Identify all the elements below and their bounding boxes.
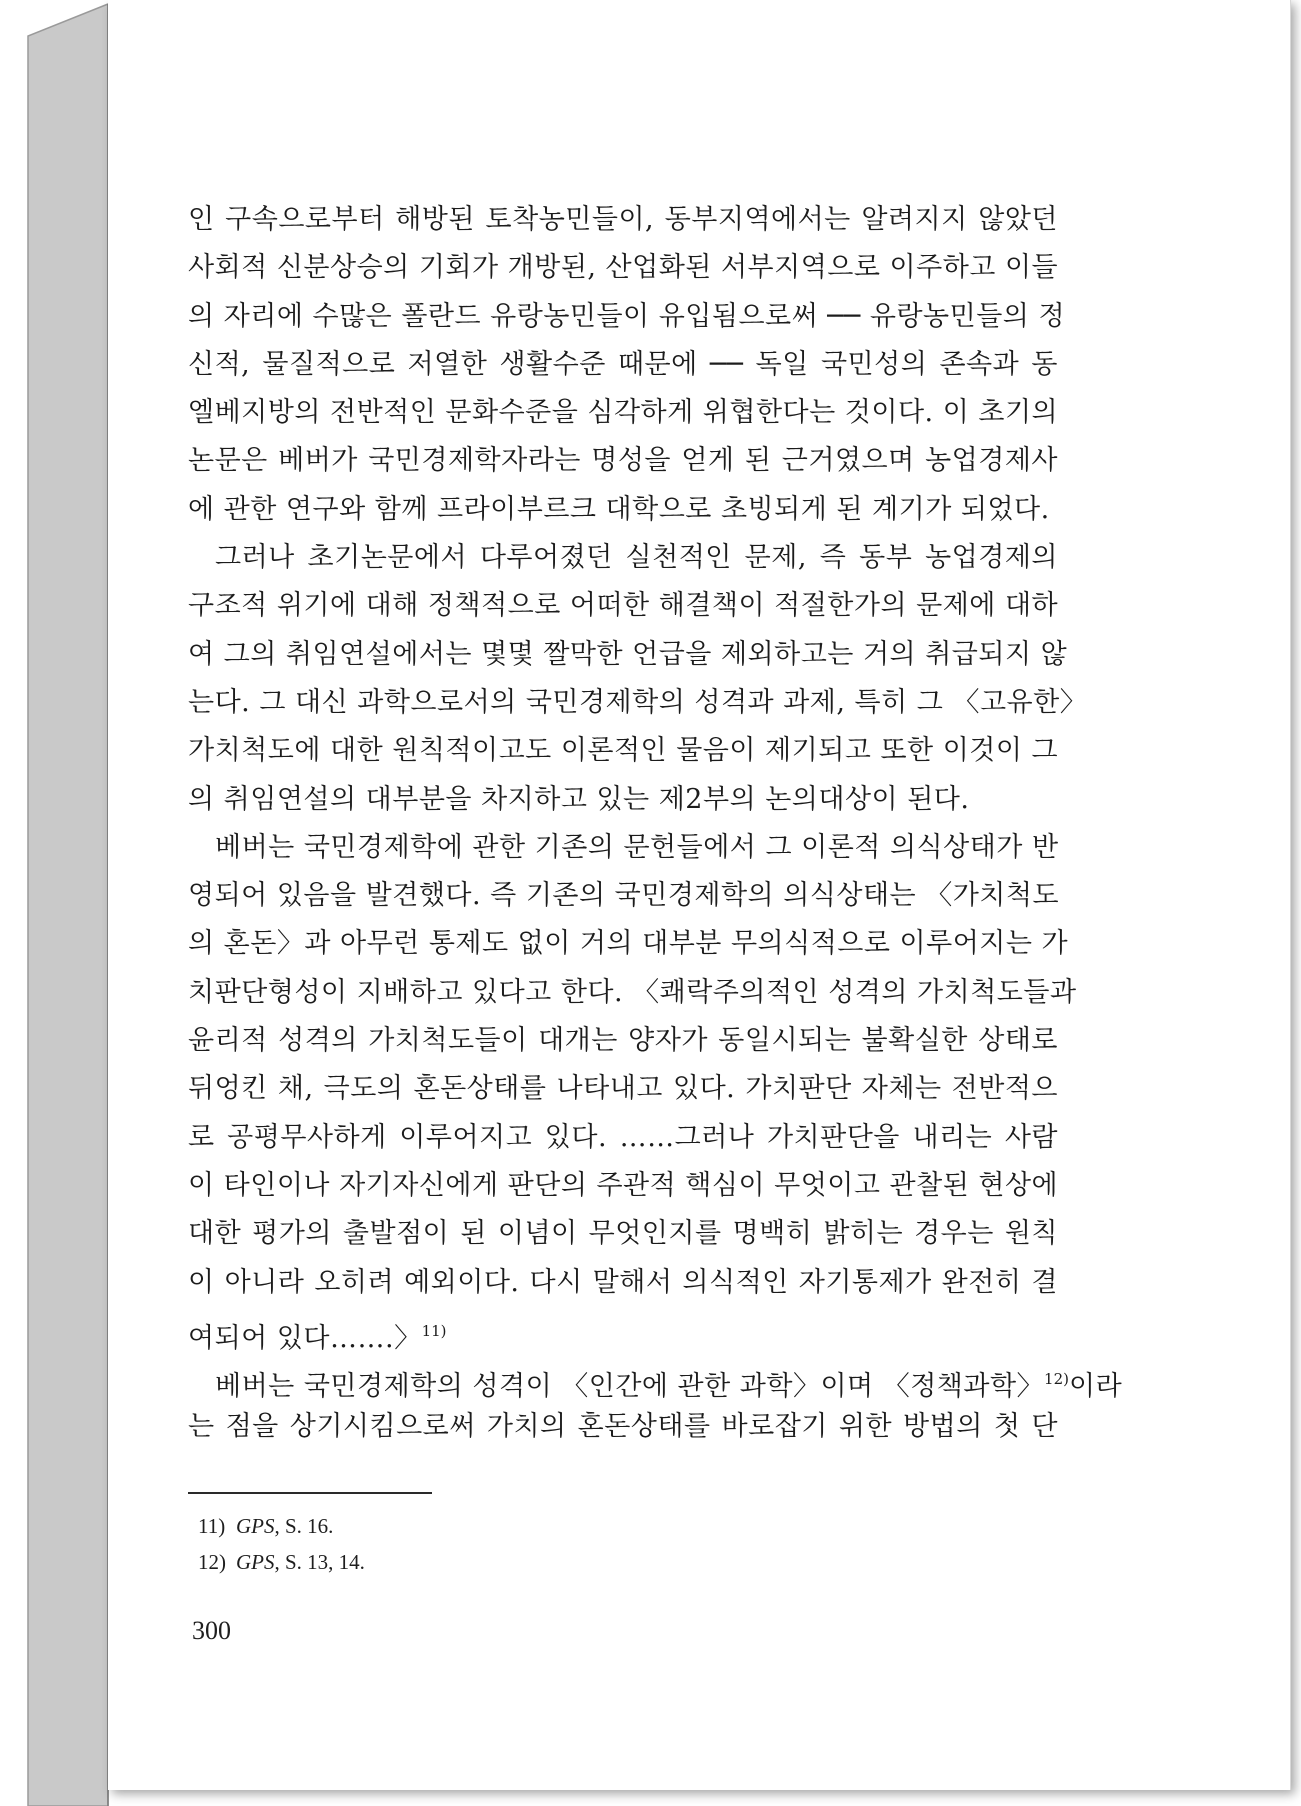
text-line: 는 점을 상기시킴으로써 가치의 혼돈상태를 바로잡기 위한 방법의 첫 단: [188, 1411, 1058, 1443]
footnote-number: 11): [198, 1514, 226, 1538]
footnote-ref-text: , S. 13, 14.: [274, 1550, 365, 1574]
paragraph-start-line: 베버는 국민경제학에 관한 기존의 문헌들에서 그 이론적 의식상태가 반: [215, 831, 1059, 863]
text-line: 의 자리에 수많은 폴란드 유랑농민들이 유입됨으로써 ── 유랑농민들의 정: [188, 300, 1066, 332]
footnotes: [198, 1508, 365, 1580]
text-line: 이 타인이나 자기자신에게 판단의 주관적 핵심이 무엇이고 관찰된 현상에: [188, 1169, 1059, 1201]
quote-end-text: 여되어 있다…….〉: [188, 1322, 422, 1354]
book-spine: [28, 0, 110, 1806]
footnote-ref-text: , S. 16.: [274, 1514, 334, 1538]
text-line: 의 혼돈〉과 아무런 통제도 없이 거의 대부분 무의식적으로 이루어지는 가: [188, 928, 1069, 960]
line-text: 베버는 국민경제학의 성격이 〈인간에 관한 과학〉이며 〈정책과학〉: [215, 1371, 1045, 1403]
text-line: 신적, 물질적으로 저열한 생활수준 때문에 ── 독일 국민성의 존속과 동: [188, 348, 1058, 380]
text-line: 뒤엉킨 채, 극도의 혼돈상태를 나타내고 있다. 가치판단 자체는 전반적으: [188, 1073, 1058, 1105]
body-text: [188, 196, 1123, 1452]
footnote-abbr: GPS: [236, 1514, 275, 1538]
text-line: [188, 1307, 1058, 1355]
footnote: [198, 1544, 365, 1580]
text-line: 논문은 베버가 국민경제학자라는 명성을 얻게 된 근거였으며 농업경제사: [188, 445, 1058, 477]
text-line: 이 아니라 오히려 예외이다. 다시 말해서 의식적인 자기통제가 완전히 결: [188, 1266, 1058, 1298]
text-line: 윤리적 성격의 가치척도들이 대개는 양자가 동일시되는 불확실한 상태로: [188, 1025, 1058, 1057]
text-line: 치판단형성이 지배하고 있다고 한다. 〈쾌락주의적인 성격의 가치척도들과: [188, 976, 1077, 1008]
text-line: 인 구속으로부터 해방된 토착농민들이, 동부지역에서는 알려지지 않았던: [188, 204, 1058, 235]
text-line: 영되어 있음을 발견했다. 즉 기존의 국민경제학의 의식상태는 〈가치척도: [188, 880, 1060, 912]
text-line: 여 그의 취임연설에서는 몇몇 짤막한 언급을 제외하고는 거의 취급되지 않: [188, 638, 1068, 670]
text-line: 로 공평무사하게 이루어지고 있다. ……그러나 가치판단을 내리는 사람: [188, 1121, 1058, 1153]
text-line: 엘베지방의 전반적인 문화수준을 심각하게 위협한다는 것이다. 이 초기의: [188, 397, 1059, 429]
text-line: 에 관한 연구와 함께 프라이부르크 대학으로 초빙되게 된 계기가 되었다.: [188, 493, 1050, 525]
text-line: 의 취임연설의 대부분을 차지하고 있는 제2부의 논의대상이 된다.: [188, 783, 970, 815]
footnote-ref: 11): [421, 1321, 447, 1340]
footnote-divider: [188, 1492, 432, 1494]
page-number: 300: [192, 1616, 231, 1645]
footnote-abbr: GPS: [236, 1550, 275, 1574]
text-line: 구조적 위기에 대해 정책적으로 어떠한 해결책이 적절한가의 문제에 대하: [188, 590, 1059, 622]
footnote: [198, 1508, 365, 1544]
footnote-ref: 12): [1044, 1370, 1069, 1389]
text-line: 는다. 그 대신 과학으로서의 국민경제학의 성격과 과제, 특히 그 〈고유한〉: [188, 686, 1088, 718]
text-line: 가치척도에 대한 원칙적이고도 이론적인 물음이 제기되고 또한 이것이 그: [188, 735, 1059, 767]
paragraph-start-line: [188, 1355, 1123, 1403]
footnote-number: 12): [198, 1550, 226, 1574]
text-line: 사회적 신분상승의 기회가 개방된, 산업화된 서부지역으로 이주하고 이들: [188, 252, 1059, 284]
paragraph-start-line: 그러나 초기논문에서 다루어졌던 실천적인 문제, 즉 동부 농업경제의: [215, 542, 1058, 574]
line-text: 이라: [1069, 1371, 1123, 1403]
text-line: 대한 평가의 출발점이 된 이념이 무엇인지를 명백히 밝히는 경우는 원칙: [188, 1218, 1058, 1250]
